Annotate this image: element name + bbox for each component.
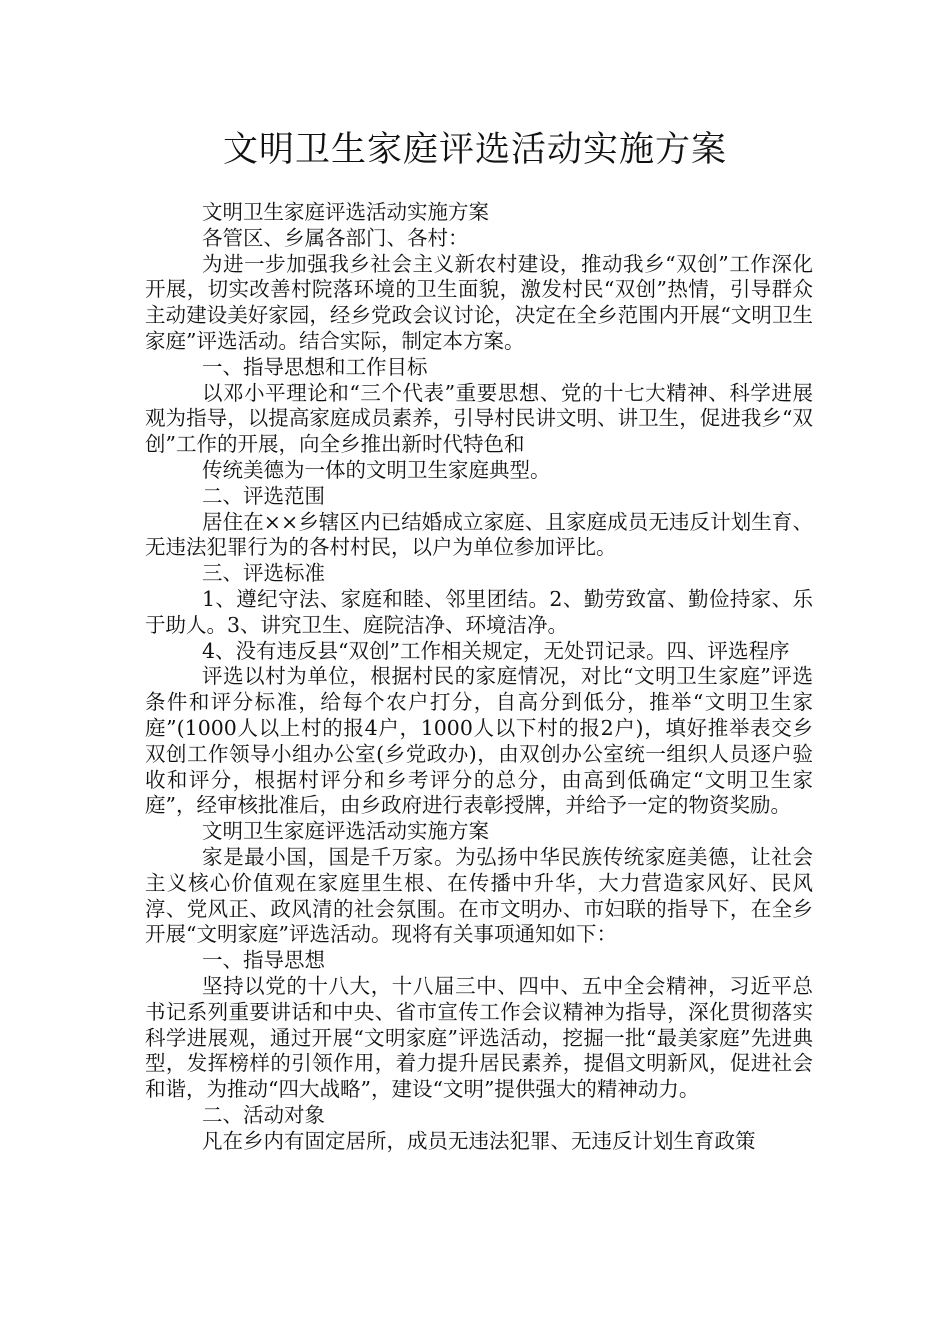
paragraph: 凡在乡内有固定居所，成员无违法犯罪、无违反计划生育政策 bbox=[202, 1128, 756, 1153]
paragraph: 评选以村为单位，根据村民的家庭情况，对比“文明卫生家庭”评选条件和评分标准，给每个农户打分，自高分到低分，推举“文明卫生家庭”(1000人以上村的报4户，1000人以下村的报2户)，填好推举表交乡双创工作领导小组办公室(乡党政办)，由双创办公室统一组织人员逐户验收和评分，根据村评分和乡考评分的总分，由高到低确定“文明卫生家庭”，经审核批准后，由乡政府进行表彰授牌，并给予一定的物资奖励。 bbox=[145, 664, 813, 818]
paragraph: 文明卫生家庭评选活动实施方案 bbox=[202, 200, 489, 224]
paragraph: 一、指导思想和工作目标 bbox=[202, 354, 428, 379]
paragraph: 家是最小国，国是千万家。为弘扬中华民族传统家庭美德，让社会主义核心价值观在家庭里生根、在传播中升华，大力营造家风好、民风淳、党风正、政风清的社会氛围。在市文明办、市妇联的指导下，在全乡开展“文明家庭”评选活动。现将有关事项通知如下： bbox=[145, 844, 813, 947]
paragraph: 文明卫生家庭评选活动实施方案 bbox=[202, 819, 489, 844]
paragraph: 三、评选标准 bbox=[202, 561, 325, 586]
paragraph: 各管区、乡属各部门、各村： bbox=[202, 225, 469, 250]
document-body bbox=[145, 200, 813, 1154]
paragraph: 居住在××乡辖区内已结婚成立家庭、且家庭成员无违反计划生育、无违法犯罪行为的各村村民，以户为单位参加评比。 bbox=[145, 509, 813, 560]
paragraph: 二、评选范围 bbox=[202, 483, 325, 508]
paragraph: 坚持以党的十八大，十八届三中、四中、五中全会精神，习近平总书记系列重要讲话和中央、省市宣传工作会议精神为指导，深化贯彻落实科学进展观，通过开展“文明家庭”评选活动，挖掘一批“最美家庭”先进典型，发挥榜样的引领作用，着力提升居民素养，提倡文明新风，促进社会和谐，为推动“四大战略”，建设“文明”提供强大的精神动力。 bbox=[145, 973, 813, 1102]
paragraph: 二、活动对象 bbox=[202, 1102, 325, 1127]
paragraph: 一、指导思想 bbox=[202, 948, 325, 973]
document-title: 文明卫生家庭评选活动实施方案 bbox=[222, 130, 727, 170]
paragraph: 以邓小平理论和“三个代表”重要思想、党的十七大精神、科学进展观为指导，以提高家庭成员素养，引导村民讲文明、讲卫生，促进我乡“双创”工作的开展，向全乡推出新时代特色和 bbox=[145, 380, 813, 457]
paragraph: 1、遵纪守法、家庭和睦、邻里团结。2、勤劳致富、勤俭持家、乐于助人。3、讲究卫生、庭院洁净、环境洁净。 bbox=[145, 586, 813, 637]
paragraph: 为进一步加强我乡社会主义新农村建设，推动我乡“双创”工作深化开展，切实改善村院落环境的卫生面貌，激发村民“双创”热情，引导群众主动建设美好家园，经乡党政会议讨论，决定在全乡范围内开展“文明卫生家庭”评选活动。结合实际，制定本方案。 bbox=[145, 251, 813, 353]
paragraph: 传统美德为一体的文明卫生家庭典型。 bbox=[202, 457, 551, 482]
paragraph: 4、没有违反县“双创”工作相关规定，无处罚记录。四、评选程序 bbox=[202, 638, 790, 663]
